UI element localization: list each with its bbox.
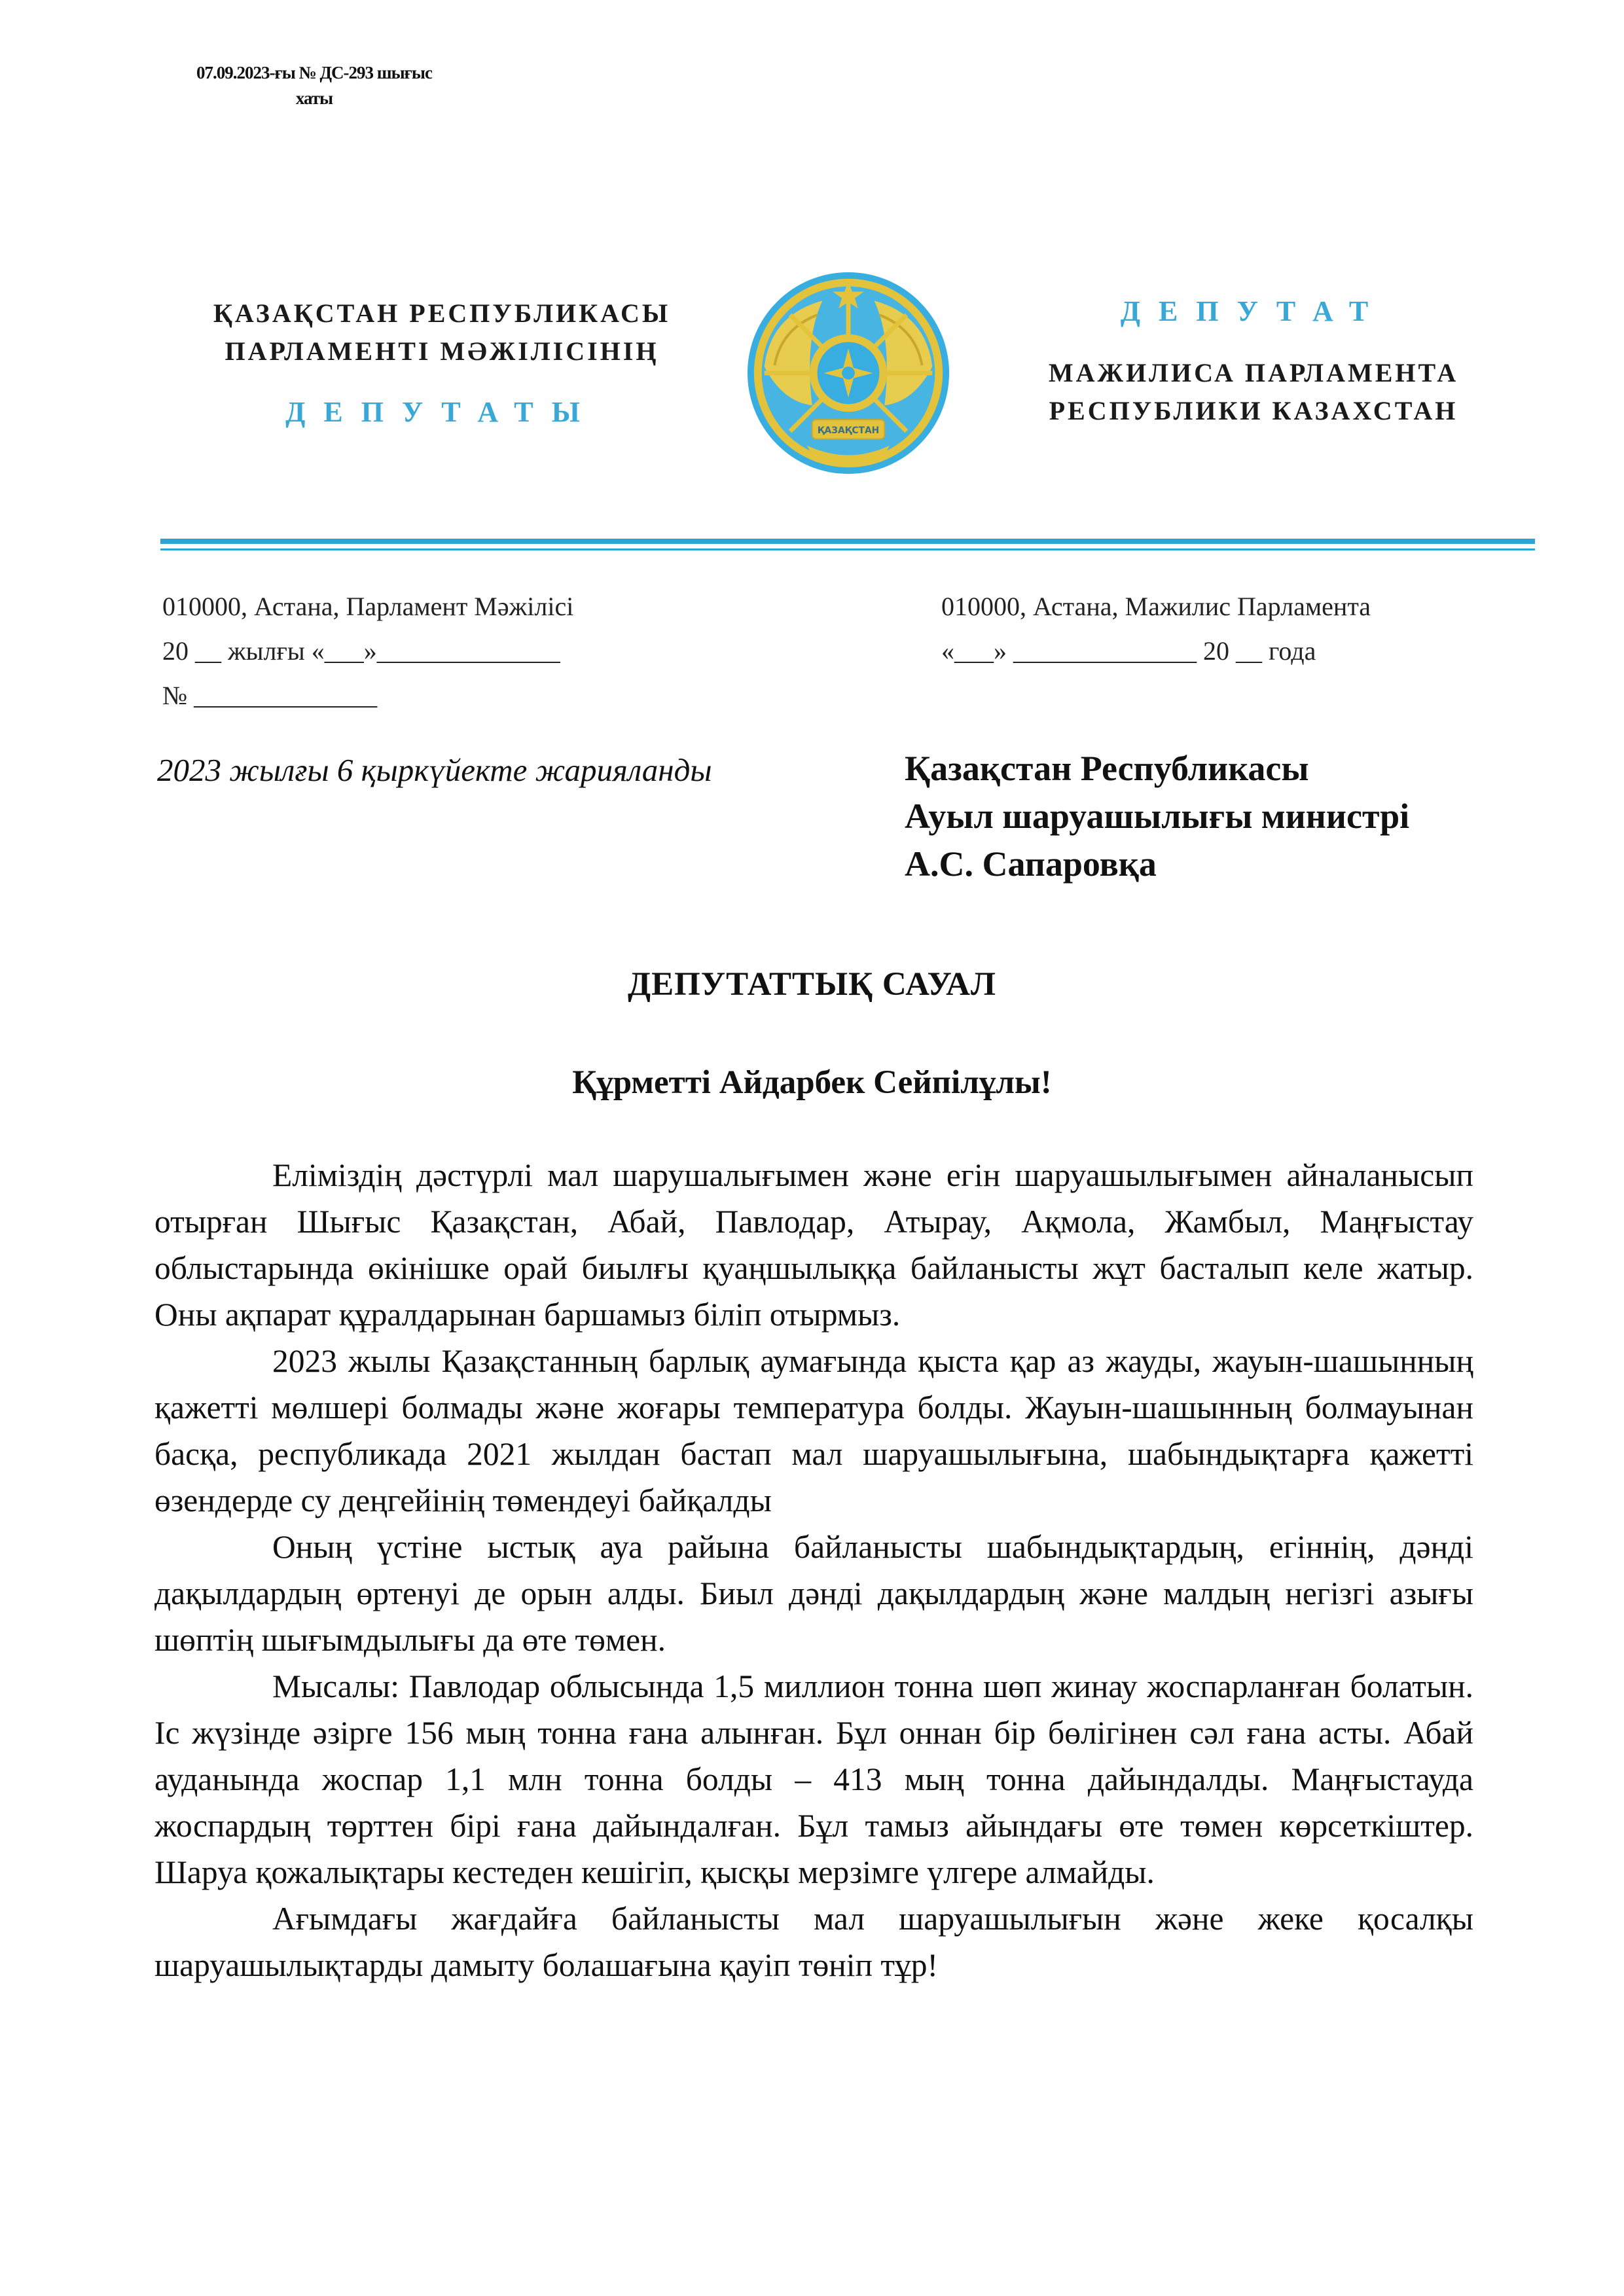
body-paragraph-1: Еліміздің дәстүрлі мал шарушалығымен және егін шаруашылығымен айналанысып отырған Шығыс Қазақстан, Абай, Павлодар, Атырау, Ақмола, Жамбыл, Маңғыстау облыстарында өкінішке орай биылғы қуаңшылыққа байланысты жұт басталып келе жатыр. Оны ақпарат құралдарынан баршамыз біліп отырмыз. [154,1157,1473,1333]
body-paragraph-4: Мысалы: Павлодар облысында 1,5 миллион тонна шөп жинау жоспарланған болатын. Іс жүзінде әзірге 156 мың тонна ғана алынған. Бұл оннан бір бөлігінен сәл ғана асты. Абай ауданында жоспар 1,1 млн тонна болды – 413 мың тонна дайындалды. Маңғыстауда жоспардың төрттен бірі ғана дайындалған. Бұл тамыз айындағы өте төмен көрсеткіштер. Шаруа қожалықтары кестеден кешігіп, қысқы мерзімге үлгере алмайды. [154,1668,1473,1890]
address-ru-line1: 010000, Астана, Мажилис Парламента [941,592,1371,621]
letterhead-divider-thin [160,548,1535,550]
recipient-line2: Ауыл шаруашылығы министрі [905,797,1410,836]
recipient-line1: Қазақстан Республикасы [905,749,1309,788]
address-kz-date-line: 20 __ жылғы «___»______________ [162,636,560,666]
registration-note-line2: хаты [295,88,333,109]
document-title: ДЕПУТАТТЫҚ САУАЛ [627,966,997,1003]
org-name-ru-line1: МАЖИЛИСА ПАРЛАМЕНТА [1048,358,1459,387]
org-name-ru-line2: РЕСПУБЛИКИ КАЗАХСТАН [1049,396,1458,425]
org-name-kz-line2: ПАРЛАМЕНТІ МӘЖІЛІСІНІҢ [225,336,659,366]
address-ru-date-line: «___» ______________ 20 __ года [941,636,1316,666]
emblem-inscription: ҚАЗАҚСТАН [817,425,880,436]
org-name-kz-line1: ҚАЗАҚСТАН РЕСПУБЛИКАСЫ [213,298,671,328]
deputy-title-kz: ДЕПУТАТЫ [285,396,598,428]
published-note: 2023 жылғы 6 қыркүйекте жарияланды [157,752,712,788]
letterhead-left [164,295,720,429]
kazakhstan-state-emblem-icon [745,270,952,476]
letterhead-divider [160,539,1535,544]
recipient-block [905,745,1409,888]
registration-note [131,60,497,111]
letterhead-right [995,295,1512,430]
body-paragraph-3: Оның үстіне ыстық ауа райына байланысты шабындықтардың, егіннің, дәнді дақылдардың өртенуі де орын алды. Биыл дәнді дақылдардың және малдың негізгі азығы шөптің шығымдылығы да өте төмен. [154,1529,1473,1658]
address-block-kz [162,584,751,718]
emblem-graphic [745,270,952,476]
registration-note-line1: 07.09.2023-ғы № ДС-293 шығыс [196,63,432,82]
greeting: Құрметті Айдарбек Сейпілұлы! [572,1064,1052,1101]
address-block-ru [941,584,1543,673]
deputy-title-ru: ДЕПУТАТ [1120,295,1387,327]
body-paragraph-5: Ағымдағы жағдайға байланысты мал шаруашылығын және жеке қосалқы шаруашылықтарды дамыту болашағына қауіп төніп тұр! [154,1901,1473,1983]
body-paragraph-2: 2023 жылы Қазақстанның барлық аумағында қыста қар аз жауды, жауын-шашынның қажетті мөлшері болмады және жоғары температура болды. Жауын-шашынның болмауынан басқа, республикада 2021 жылдан бастап мал шаруашылығына, шабындықтарға қажетті өзендерде су деңгейінің төмендеуі байқалды [154,1343,1473,1518]
letter-body [154,1152,1473,1988]
recipient-line3: А.С. Сапаровқа [905,844,1157,884]
address-kz-number-line: № ______________ [162,681,378,710]
address-kz-line1: 010000, Астана, Парламент Мәжілісі [162,592,574,621]
